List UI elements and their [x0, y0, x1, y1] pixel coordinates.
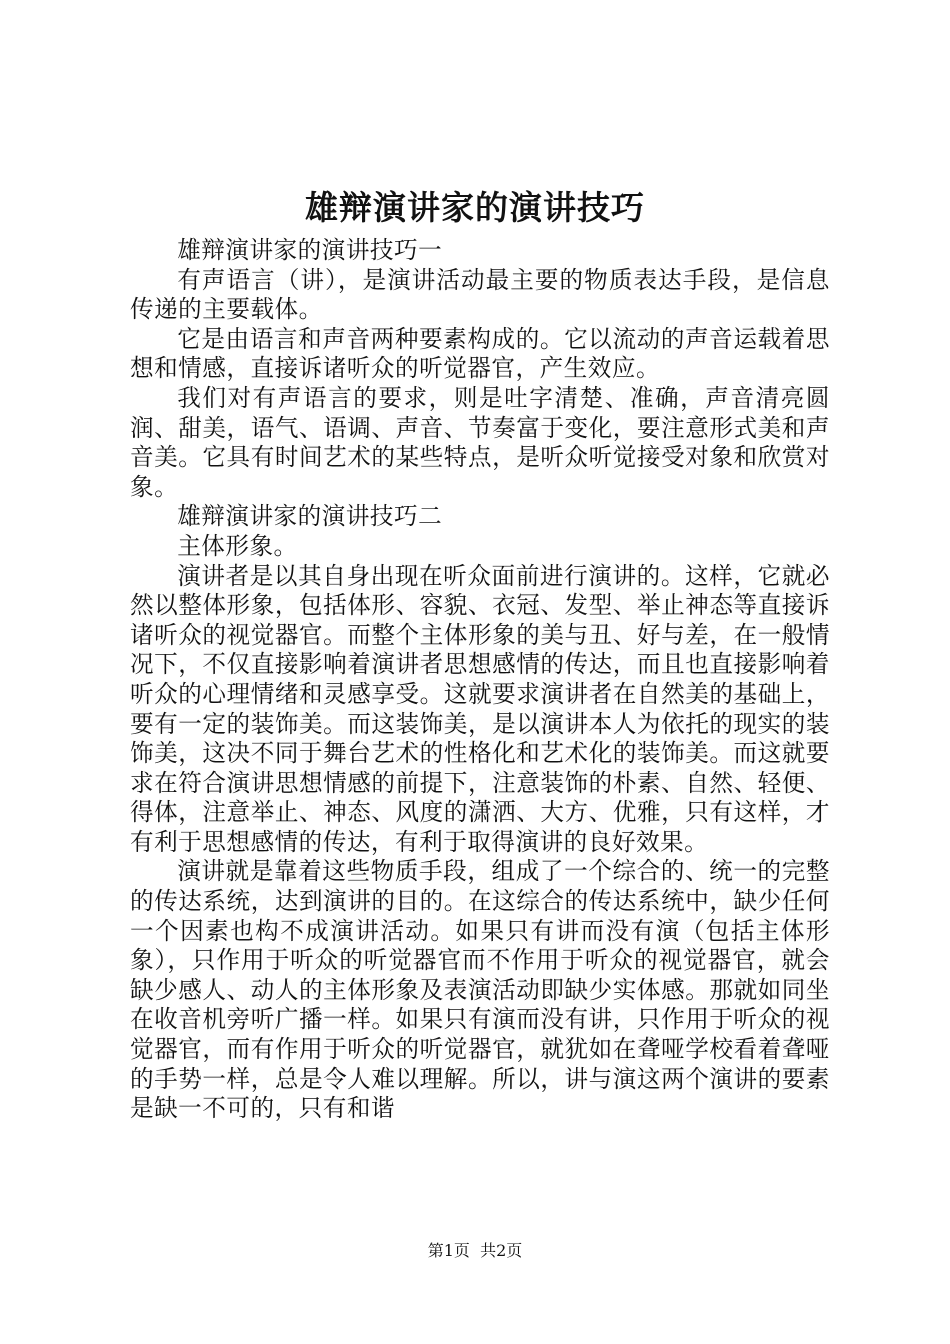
paragraph: 演讲者是以其自身出现在听众面前进行演讲的。这样，它就必然以整体形象，包括体形、容貌、衣冠、发型、举止神态等直接诉诸听众的视觉器官。而整个主体形象的美与丑、好与差，在一般情况下，不仅直接影响着演讲者思想感情的传达，而且也直接影响着听众的心理情绪和灵感享受。这就要求演讲者在自然美的基础上，要有一定的装饰美。而这装饰美，是以演讲本人为依托的现实的装饰美，这决不同于舞台艺术的性格化和艺术化的装饰美。而这就要求在符合演讲思想情感的前提下，注意装饰的朴素、自然、轻便、得体，注意举止、神态、风度的潇洒、大方、优雅，只有这样，才有利于思想感情的传达，有利于取得演讲的良好效果。 [130, 561, 830, 856]
paragraph: 演讲就是靠着这些物质手段，组成了一个综合的、统一的完整的传达系统，达到演讲的目的。在这综合的传达系统中，缺少任何一个因素也构不成演讲活动。如果只有讲而没有演（包括主体形象），只作用于听众的听觉器官而不作用于听众的视觉器官，就会缺少感人、动人的主体形象及表演活动即缺少实体感。那就如同坐在收音机旁听广播一样。如果只有演而没有讲，只作用于听众的视觉器官，而有作用于听众的听觉器官，就犹如在聋哑学校看着聋哑的手势一样，总是令人难以理解。所以，讲与演这两个演讲的要素是缺一不可的，只有和谐 [130, 857, 830, 1123]
paragraph: 雄辩演讲家的演讲技巧二 [177, 502, 443, 531]
paragraph: 主体形象。 [177, 531, 298, 560]
paragraph: 有声语言（讲），是演讲活动最主要的物质表达手段，是信息传递的主要载体。 [130, 265, 830, 324]
paragraph: 雄辩演讲家的演讲技巧一 [177, 236, 443, 264]
page-footer [0, 1240, 950, 1262]
page-number: 第1页 [427, 1241, 470, 1260]
page-total: 共2页 [480, 1241, 523, 1260]
document-title: 雄辩演讲家的演讲技巧 [305, 188, 645, 227]
paragraph: 它是由语言和声音两种要素构成的。它以流动的声音运载着思想和情感，直接诉诸听众的听觉器官，产生效应。 [130, 324, 830, 383]
paragraph: 我们对有声语言的要求，则是吐字清楚、准确，声音清亮圆润、甜美，语气、语调、声音、节奏富于变化，要注意形式美和声音美。它具有时间艺术的某些特点，是听众听觉接受对象和欣赏对象。 [130, 383, 830, 501]
document-body [130, 236, 830, 1124]
